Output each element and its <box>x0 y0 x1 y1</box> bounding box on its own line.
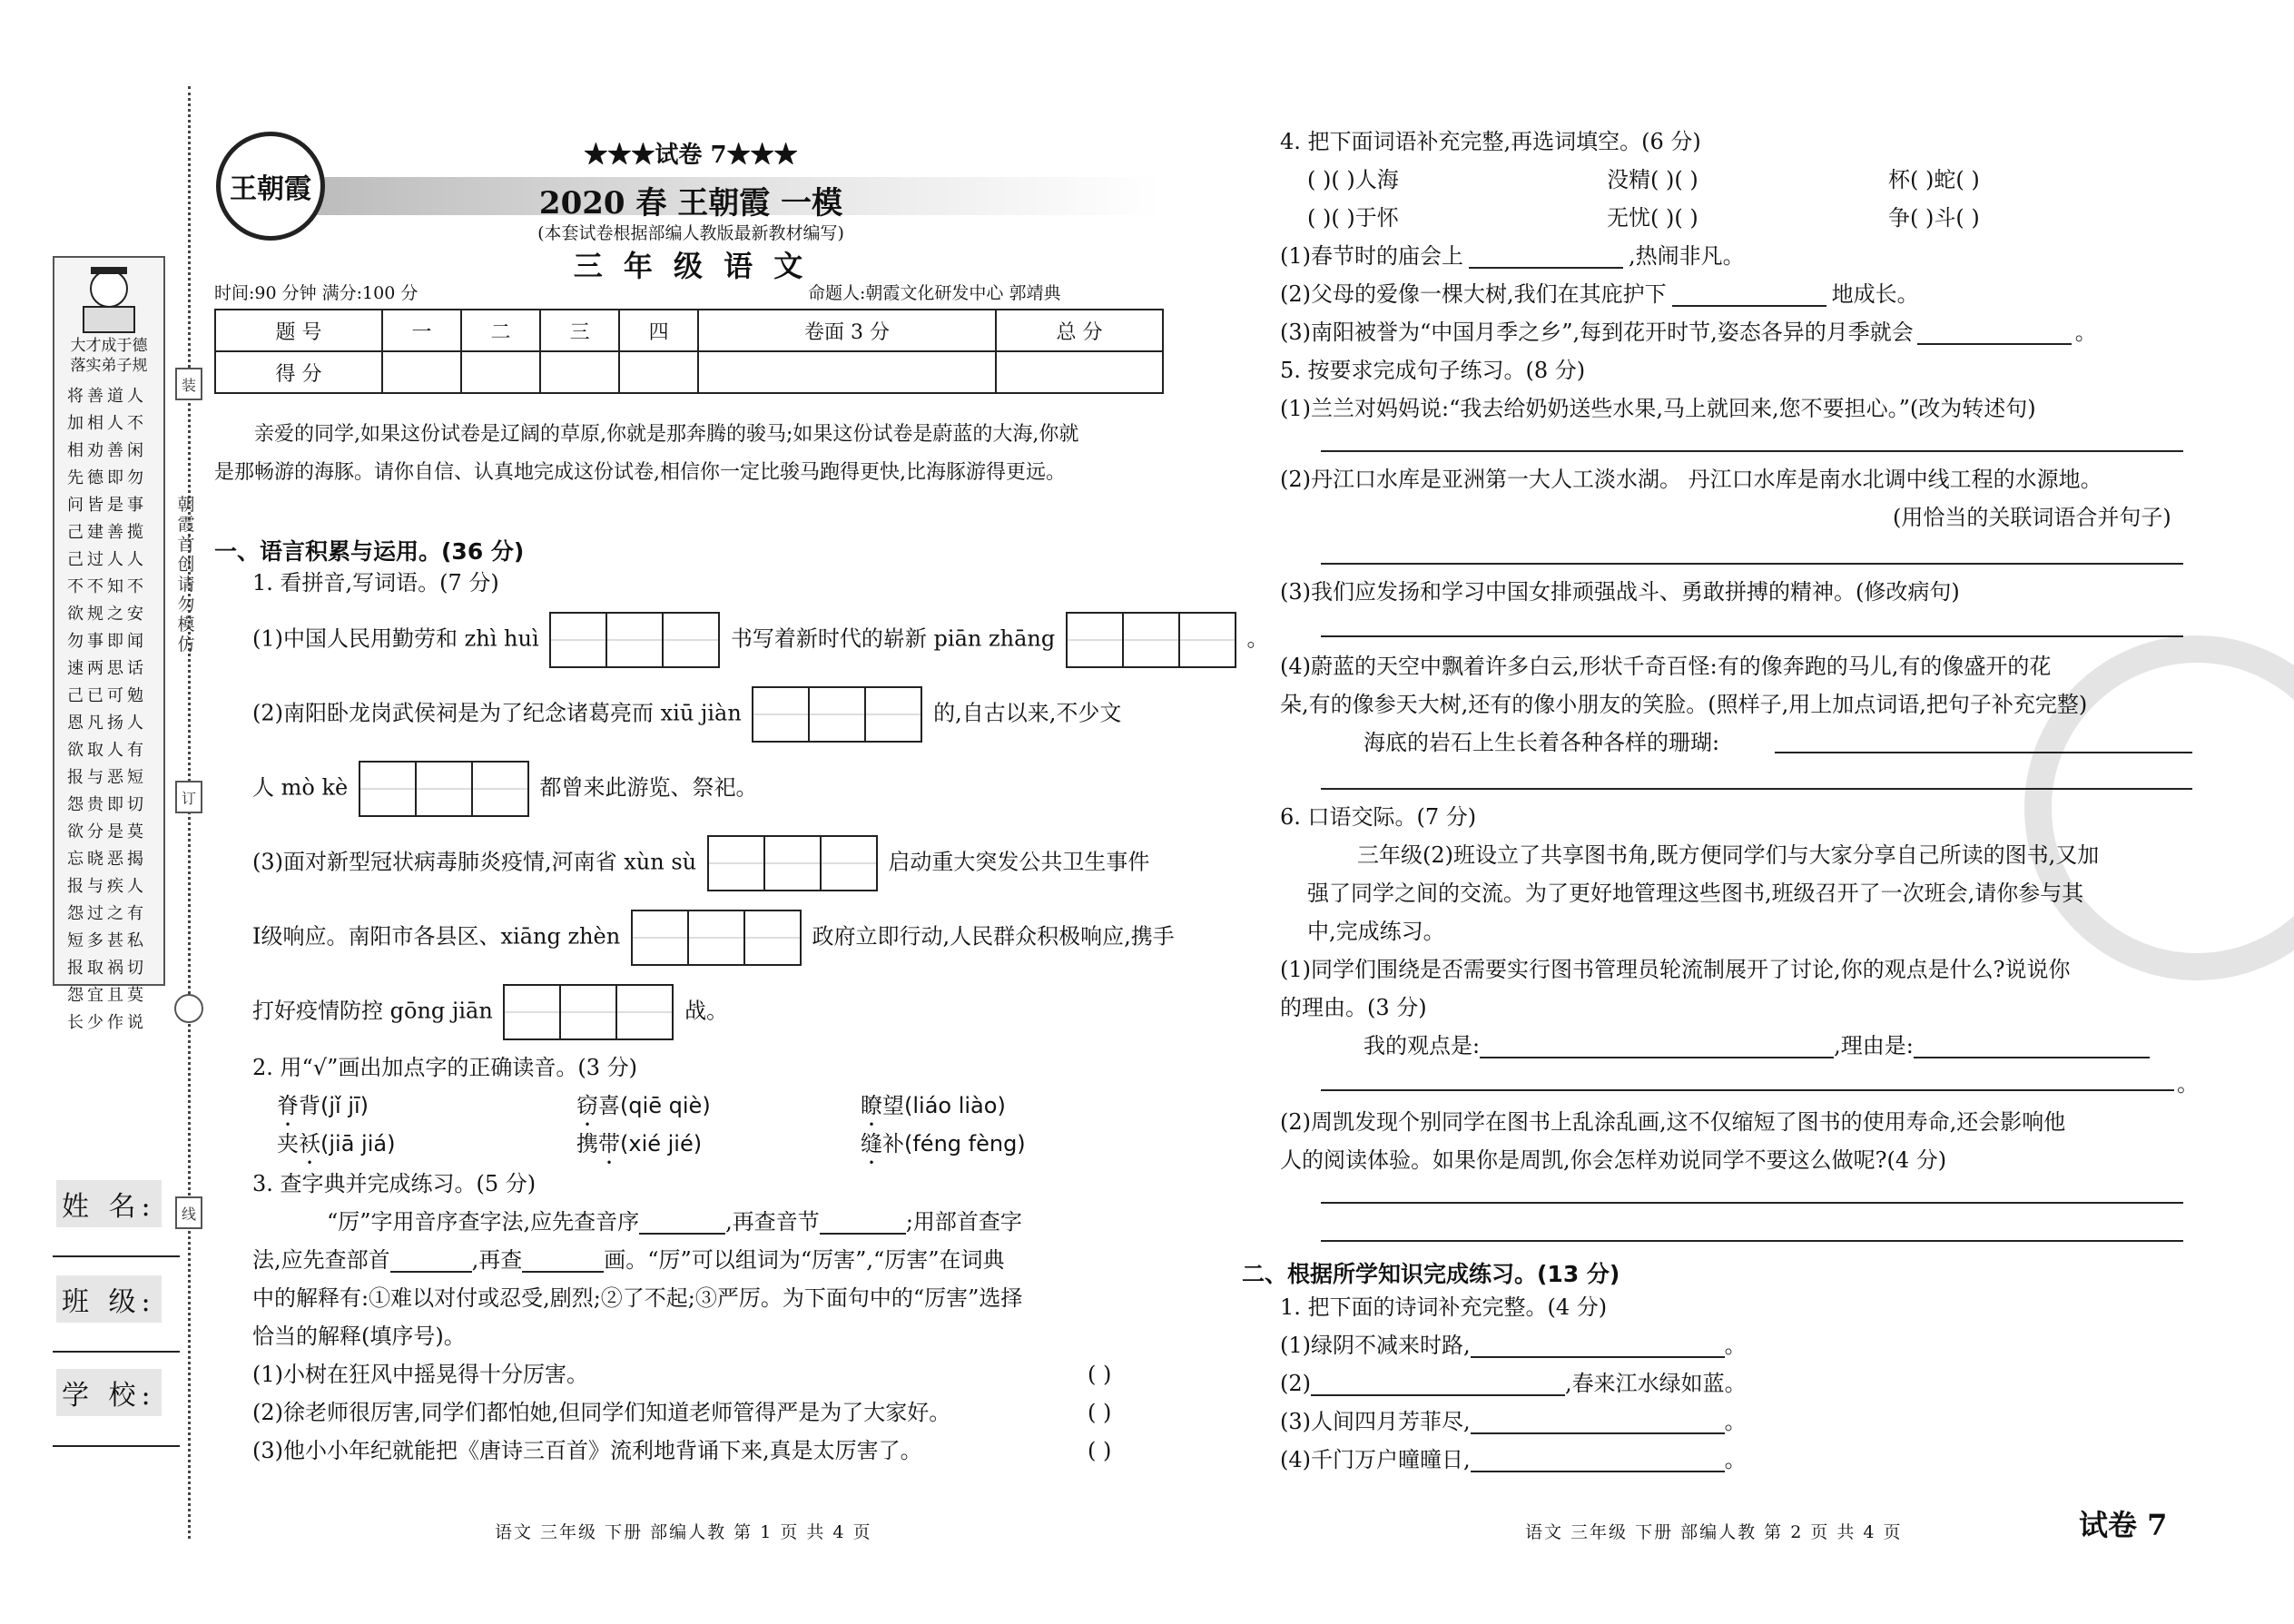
answer-paren[interactable]: ( ) <box>1088 1438 1112 1463</box>
poem-line-3: (3)人间四月芳菲尽, 。 <box>1280 1409 1747 1434</box>
binding-ring <box>174 994 203 1023</box>
q5-sentence-2-note: (用恰当的关联词语合并句子) <box>1893 505 2171 530</box>
score-header-cell: 题 号 <box>215 310 382 351</box>
class-label: 班 级: <box>56 1275 162 1323</box>
score-cell[interactable] <box>996 351 1163 393</box>
score-header-cell: 三 <box>540 310 619 351</box>
q1-line-4a: (3)面对新型冠状病毒肺炎疫情,河南省 xùn sù <box>252 849 697 875</box>
q1-line-1a: (1)中国人民用勤劳和 zhì huì <box>252 625 539 652</box>
proverb-line: 恩凡扬人 <box>67 714 147 733</box>
school-field[interactable] <box>53 1445 180 1447</box>
pinyin-write-box[interactable] <box>752 686 922 743</box>
binding-seal-3: 线 <box>175 1196 202 1229</box>
answer-paren[interactable]: ( ) <box>1088 1400 1112 1425</box>
proverb-line: 勿事即闻 <box>67 632 147 651</box>
proverb-line: 己过人人 <box>67 550 147 569</box>
q2-item[interactable]: 缝补(féng fèng) <box>861 1131 1026 1156</box>
watermark-seal-icon <box>2024 635 2294 980</box>
exam-title: 2020 春 王朝霞 一模 <box>538 185 843 221</box>
answer-line[interactable] <box>1321 1089 2174 1091</box>
pinyin-write-box[interactable] <box>1066 612 1236 668</box>
exam-subtitle: (本套试卷根据部编人教版最新教材编写) <box>537 223 844 243</box>
proverb-line: 欲取人有 <box>67 741 147 760</box>
score-header-cell: 二 <box>461 310 540 351</box>
school-label: 学 校: <box>56 1369 162 1416</box>
q2-item[interactable]: 携带(xié jié) <box>576 1131 703 1156</box>
score-table <box>214 309 1164 394</box>
section-1-title: 一、语言积累与运用。(36 分) <box>214 538 525 565</box>
answer-line[interactable] <box>1321 788 2192 790</box>
q6-line-end: 。 <box>2177 1071 2199 1097</box>
score-table-header <box>215 310 1163 351</box>
q4-word[interactable]: 没精( )( ) <box>1607 167 1698 192</box>
pinyin-write-box[interactable] <box>549 612 720 668</box>
answer-blank[interactable] <box>1471 1432 1725 1434</box>
q3-para-4: 恰当的解释(填序号)。 <box>252 1324 466 1349</box>
proverb-line: 怨宜且莫 <box>67 986 147 1005</box>
q6-sentence-2b: 人的阅读体验。如果你是周凯,你会怎样劝说同学不要这么做呢?(4 分) <box>1280 1147 1947 1173</box>
grade-subject: 三 年 级 语 文 <box>573 249 809 283</box>
answer-blank[interactable] <box>1469 267 1623 269</box>
q4-sentence-3: (3)南阳被誉为“中国月季之乡”,每到花开时节,姿态各异的月季就会 。 <box>1280 320 2097 345</box>
q2-title: 2. 用“√”画出加点字的正确读音。(3 分) <box>252 1055 637 1080</box>
q4-word[interactable]: ( )( )于怀 <box>1307 205 1399 231</box>
q5-sentence-4a: (4)蔚蓝的天空中飘着许多白云,形状千奇百怪:有的像奔跑的马儿,有的像盛开的花 <box>1280 654 2052 679</box>
q6-title: 6. 口语交际。(7 分) <box>1280 804 1477 830</box>
proverb-line: 加相人不 <box>67 414 147 433</box>
q1-line-4 <box>252 835 1149 891</box>
score-header-cell: 总 分 <box>996 310 1163 351</box>
q5-sentence-2: (2)丹江口水库是亚洲第一大人工淡水湖。 丹江口水库是南水北调中线工程的水源地。 <box>1280 467 2102 492</box>
answer-blank[interactable] <box>1311 1394 1565 1396</box>
q1-line-6a: 打好疫情防控 gōng jiān <box>252 998 493 1024</box>
proverb-line: 长少作说 <box>67 1013 147 1032</box>
answer-line[interactable] <box>1321 563 2183 565</box>
q3-para-2: 法,应先查部首 ,再查 画。“厉”可以组词为“厉害”,“厉害”在词典 <box>252 1247 1005 1273</box>
page-2-footer: 语文 三年级 下册 部编人教 第 2 页 共 4 页 <box>1525 1522 1903 1542</box>
answer-line[interactable] <box>1321 1240 2183 1242</box>
pinyin-write-box[interactable] <box>503 984 674 1040</box>
q1-line-3a: 人 mò kè <box>252 774 349 801</box>
name-field[interactable] <box>53 1255 180 1257</box>
answer-blank[interactable] <box>522 1271 604 1273</box>
q5-title: 5. 按要求完成句子练习。(8 分) <box>1280 358 1586 383</box>
series-label: ★★★试卷 7★★★ <box>584 142 798 169</box>
q6-sentence-1a: (1)同学们围绕是否需要实行图书管理员轮流制展开了讨论,你的观点是什么?说说你 <box>1280 957 2071 982</box>
sec2-q1-title: 1. 把下面的诗词补充完整。(4 分) <box>1280 1294 1608 1320</box>
binding-seal-2: 订 <box>175 781 202 813</box>
class-field[interactable] <box>53 1351 180 1353</box>
proverb-line: 忘晓恶揭 <box>67 850 147 869</box>
q1-line-5 <box>252 910 1175 966</box>
motto-line-2: 落实弟子规 <box>70 357 148 375</box>
proverb-line: 怨过之有 <box>67 904 147 923</box>
answer-blank[interactable] <box>1471 1356 1725 1358</box>
page-1-footer: 语文 三年级 下册 部编人教 第 1 页 共 4 页 <box>495 1522 872 1542</box>
q1-line-5a: Ⅰ级响应。南阳市各县区、xiāng zhèn <box>252 923 621 950</box>
score-cell[interactable] <box>619 351 698 393</box>
proverb-line: 将善道人 <box>67 387 147 406</box>
binding-seal-1: 装 <box>175 368 202 400</box>
score-cell[interactable] <box>698 351 996 393</box>
poem-line-1: (1)绿阴不减来时路, 。 <box>1280 1333 1747 1358</box>
q3-sentence-2: (2)徐老师很厉害,同学们都怕她,但同学们知道老师管得严是为了大家好。 <box>252 1400 951 1425</box>
proverb-line: 怨贵即切 <box>67 795 147 814</box>
answer-blank[interactable] <box>390 1271 472 1273</box>
q4-word[interactable]: 争( )斗( ) <box>1888 205 1980 231</box>
q4-word[interactable]: ( )( )人海 <box>1307 167 1399 192</box>
q1-line-3b: 都曾来此游览、祭祀。 <box>539 774 758 801</box>
corner-exam-tag: 试卷 7 <box>2079 1508 2168 1542</box>
proverb-line: 报取祸切 <box>67 959 147 978</box>
score-table-row <box>215 351 1163 393</box>
q1-line-6b: 战。 <box>684 998 729 1024</box>
proverb-line: 报与恶短 <box>67 768 147 787</box>
proverb-line: 问皆是事 <box>67 496 147 515</box>
q1-line-3 <box>252 761 758 817</box>
mascot-icon <box>56 263 162 336</box>
q2-item[interactable]: 夹袄(jiā jiá) <box>277 1131 396 1156</box>
score-cell[interactable] <box>540 351 619 393</box>
answer-blank[interactable] <box>1914 1057 2150 1058</box>
answer-line[interactable] <box>1775 752 2192 753</box>
q5-sentence-4c: 海底的岩石上生长着各种各样的珊瑚: <box>1364 730 1720 755</box>
q3-sentence-1: (1)小树在狂风中摇晃得十分厉害。 <box>252 1362 588 1387</box>
answer-blank[interactable] <box>1917 343 2072 345</box>
score-row-label: 得 分 <box>215 351 382 393</box>
poem-line-4: (4)千门万户曈曈日, 。 <box>1280 1447 1747 1472</box>
proverb-line: 不不知不 <box>67 577 147 596</box>
q3-title: 3. 查字典并完成练习。(5 分) <box>252 1171 537 1196</box>
time-score: 时间:90 分钟 满分:100 分 <box>214 283 418 303</box>
q2-item[interactable]: 瞭望(liáo liào) <box>861 1093 1006 1118</box>
answer-line[interactable] <box>1321 1202 2183 1204</box>
q6-para-3: 中,完成练习。 <box>1307 919 1445 944</box>
q3-sentence-3: (3)他小小年纪就能把《唐诗三百首》流利地背诵下来,真是太厉害了。 <box>252 1438 922 1463</box>
name-label: 姓 名: <box>56 1180 162 1227</box>
q1-line-2b: 的,自古以来,不少文 <box>933 700 1122 726</box>
score-header-cell: 卷面 3 分 <box>698 310 996 351</box>
answer-blank[interactable] <box>820 1233 906 1235</box>
q4-sentence-1: (1)春节时的庙会上 ,热闹非凡。 <box>1280 243 1745 269</box>
answer-blank[interactable] <box>1480 1057 1834 1058</box>
q4-word[interactable]: 无忧( )( ) <box>1607 205 1698 231</box>
q4-word[interactable]: 杯( )蛇( ) <box>1888 167 1980 192</box>
q3-para-3: 中的解释有:①难以对付或忍受,剧烈;②了不起;③严厉。为下面句中的“厉害”选择 <box>252 1285 1023 1311</box>
answer-paren[interactable]: ( ) <box>1088 1362 1112 1387</box>
score-cell[interactable] <box>382 351 461 393</box>
section-2-title: 二、根据所学知识完成练习。(13 分) <box>1242 1261 1620 1287</box>
proverb-line: 相劝善闲 <box>67 441 147 460</box>
score-header-cell: 四 <box>619 310 698 351</box>
q5-sentence-4b: 朵,有的像参天大树,还有的像小朋友的笑脸。(照样子,用上加点词语,把句子补充完整) <box>1280 692 2088 717</box>
proverb-line: 短多甚私 <box>67 931 147 950</box>
proverb-line: 欲分是莫 <box>67 822 147 842</box>
q4-title: 4. 把下面词语补充完整,再选词填空。(6 分) <box>1280 129 1701 154</box>
pinyin-write-box[interactable] <box>359 761 529 817</box>
q1-line-6 <box>252 984 728 1040</box>
q5-sentence-3: (3)我们应发扬和学习中国女排顽强战斗、勇敢拼搏的精神。(修改病句) <box>1280 579 1960 605</box>
brand-logo: 王朝霞 <box>216 132 325 241</box>
q2-item[interactable]: 窃喜(qiē qiè) <box>576 1093 711 1118</box>
q1-title: 1. 看拼音,写词语。(7 分) <box>252 570 499 595</box>
q3-para-1: “厉”字用音序查字法,应先查音序 ,再查音节 ;用部首查字 <box>327 1209 1022 1235</box>
poem-line-2: (2) ,春来江水绿如蓝。 <box>1280 1371 1747 1396</box>
q6-sentence-1b: 的理由。(3 分) <box>1280 995 1427 1020</box>
intro-line-1: 亲爱的同学,如果这份试卷是辽阔的草原,你就是那奔腾的骏马;如果这份试卷是蔚蓝的大海,你就 <box>254 423 1079 446</box>
mascot-panel <box>53 256 165 1032</box>
score-header-cell: 一 <box>382 310 461 351</box>
proverb-line: 先德即勿 <box>67 468 147 487</box>
proverb-line: 己建善揽 <box>67 523 147 542</box>
answer-line[interactable] <box>1321 635 2183 637</box>
binding-vertical-note: 朝霞首创 请勿模仿 <box>177 495 195 655</box>
proverb-line: 报与疾人 <box>67 877 147 896</box>
q1-line-2a: (2)南阳卧龙岗武侯祠是为了纪念诸葛亮而 xiū jiàn <box>252 700 742 726</box>
q1-line-4b: 启动重大突发公共卫生事件 <box>888 849 1150 875</box>
proverb-line: 欲规之安 <box>67 605 147 624</box>
answer-line[interactable] <box>1321 450 2183 452</box>
q1-line-2 <box>252 686 1121 743</box>
q2-item[interactable]: 脊背(jǐ jī) <box>277 1093 369 1118</box>
q1-line-5b: 政府立即行动,人民群众积极响应,携手 <box>812 923 1175 950</box>
pinyin-write-box[interactable] <box>707 835 878 891</box>
q6-sentence-2a: (2)周凯发现个别同学在图书上乱涂乱画,这不仅缩短了图书的使用寿命,还会影响他 <box>1280 1109 2066 1135</box>
q1-line-1 <box>252 612 1268 668</box>
q5-sentence-1: (1)兰兰对妈妈说:“我去给奶奶送些水果,马上就回来,您不要担心。”(改为转述句) <box>1280 396 2036 421</box>
q6-para-2: 强了同学之间的交流。为了更好地管理这些图书,班级召开了一次班会,请你参与其 <box>1307 881 2084 906</box>
exam-author: 命题人:朝霞文化研发中心 郭靖典 <box>808 283 1061 303</box>
score-cell[interactable] <box>461 351 540 393</box>
answer-blank[interactable] <box>1672 305 1826 307</box>
q6-opinion-line: 我的观点是: ,理由是: <box>1364 1033 2150 1058</box>
motto-line-1: 大才成于德 <box>70 337 148 355</box>
proverb-line: 己已可勉 <box>67 686 147 705</box>
answer-blank[interactable] <box>639 1233 725 1235</box>
q4-sentence-2: (2)父母的爱像一棵大树,我们在其庇护下 地成长。 <box>1280 281 1919 307</box>
q1-line-1b: 书写着新时代的崭新 piān zhāng <box>730 625 1056 652</box>
pinyin-write-box[interactable] <box>631 910 802 966</box>
answer-blank[interactable] <box>1471 1471 1725 1472</box>
proverb-line: 速两思话 <box>67 659 147 678</box>
proverb-list <box>54 376 163 1048</box>
intro-line-2: 是那畅游的海豚。请你自信、认真地完成这份试卷,相信你一定比骏马跑得更快,比海豚游得更远。 <box>214 461 1066 484</box>
q1-line-1c: 。 <box>1246 625 1269 652</box>
q6-para-1: 三年级(2)班设立了共享图书角,既方便同学们与大家分享自己所读的图书,又加 <box>1357 842 2100 868</box>
